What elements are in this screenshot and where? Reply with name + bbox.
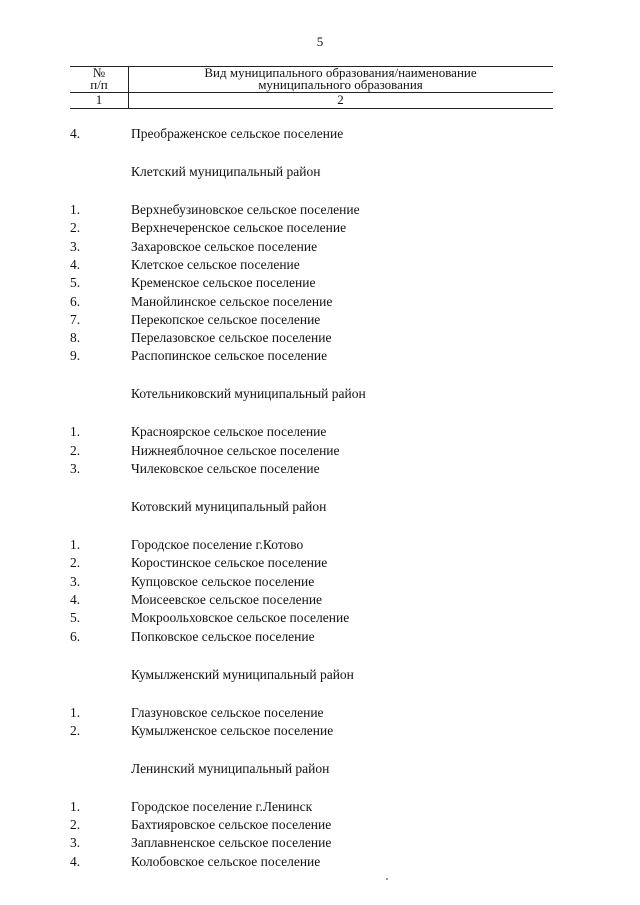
- header-col2-index: 2: [337, 92, 344, 107]
- page-number: 5: [316, 34, 324, 49]
- list-item-name: Преображенское сельское поселение: [131, 126, 344, 141]
- header-bottom-rule: [70, 108, 553, 109]
- list-item-number: 2.: [70, 220, 81, 236]
- list-item-number: 1.: [70, 424, 81, 440]
- list-item-name: Распопинское сельское поселение: [131, 348, 328, 364]
- list-item-name: Городское поселение г.Котово: [131, 537, 304, 552]
- list-item-name: Красноярское сельское поселение: [131, 424, 327, 440]
- list-item-name: Перекопское сельское поселение: [131, 311, 321, 327]
- list-item-number: 9.: [70, 348, 81, 364]
- list-item-number: 3.: [70, 835, 81, 851]
- header-number-symbol: №: [92, 65, 106, 80]
- list-item-name: Клетское сельское поселение: [131, 256, 300, 272]
- list-item-number: 5.: [70, 275, 81, 291]
- list-item-name: Попковское сельское поселение: [131, 628, 315, 644]
- list-item-name: Нижнеяблочное сельское поселение: [131, 442, 340, 458]
- list-item-number: 7.: [70, 311, 81, 327]
- list-item-number: 3.: [70, 573, 81, 589]
- list-item-name: Кумылженское сельское поселение: [131, 722, 334, 738]
- district-heading: Котовский муниципальный район: [131, 499, 327, 514]
- list-item-name: Верхнебузиновское сельское поселение: [131, 202, 360, 217]
- list-item-name: Бахтияровское сельское поселение: [131, 817, 332, 833]
- list-item-name: Мокроольховское сельское поселение: [131, 610, 350, 626]
- list-item-number: 6.: [70, 293, 81, 309]
- list-item-number: 4.: [70, 126, 81, 141]
- list-item-name: Глазуновское сельское поселение: [131, 704, 324, 720]
- list-item-number: 2.: [70, 722, 81, 738]
- list-item-number: 4.: [70, 853, 81, 869]
- district-heading: Клетский муниципальный район: [131, 164, 321, 179]
- header-number-abbr: п/п: [90, 77, 108, 92]
- list-item-number: 3.: [70, 238, 81, 254]
- header-number-label: [70, 67, 128, 91]
- scan-speck: [386, 878, 388, 880]
- list-item-name: Моисеевское сельское поселение: [131, 591, 323, 607]
- header-middle-rule: [70, 92, 553, 93]
- header-type-line2: муниципального образования: [258, 77, 423, 92]
- list-item-number: 6.: [70, 628, 81, 644]
- list-item-number: 1.: [70, 537, 81, 552]
- list-item-number: 2.: [70, 442, 81, 458]
- district-heading: Ленинский муниципальный район: [131, 760, 330, 776]
- header-type-label: [128, 67, 553, 91]
- list-item-name: Колобовское сельское поселение: [131, 853, 321, 869]
- list-item-name: Заплавненское сельское поселение: [131, 835, 332, 851]
- list-item-number: 1.: [70, 798, 81, 814]
- list-item-number: 4.: [70, 591, 81, 607]
- list-item-number: 1.: [70, 202, 81, 217]
- list-item-name: Манойлинское сельское поселение: [131, 293, 333, 309]
- header-type-line1: Вид муниципального образования/наименование: [204, 65, 477, 80]
- list-item-name: Чилековское сельское поселение: [131, 461, 320, 476]
- list-item-number: 3.: [70, 461, 81, 476]
- header-col1-index: 1: [95, 92, 103, 107]
- list-item-number: 1.: [70, 704, 81, 720]
- list-item-number: 2.: [70, 555, 81, 571]
- list-item-name: Захаровское сельское поселение: [131, 238, 318, 254]
- district-heading: Кумылженский муниципальный район: [131, 666, 354, 682]
- list-item-name: Кременское сельское поселение: [131, 275, 316, 291]
- list-item-name: Верхнечеренское сельское поселение: [131, 220, 347, 236]
- list-item-name: Коростинское сельское поселение: [131, 555, 328, 571]
- district-heading: Котельниковский муниципальный район: [131, 386, 366, 402]
- list-item-name: Перелазовское сельское поселение: [131, 330, 332, 346]
- list-item-name: Городское поселение г.Ленинск: [131, 798, 313, 814]
- list-item-number: 5.: [70, 610, 81, 626]
- list-item-number: 4.: [70, 256, 81, 272]
- list-item-name: Купцовское сельское поселение: [131, 573, 315, 589]
- list-item-number: 8.: [70, 330, 81, 346]
- list-item-number: 2.: [70, 817, 81, 833]
